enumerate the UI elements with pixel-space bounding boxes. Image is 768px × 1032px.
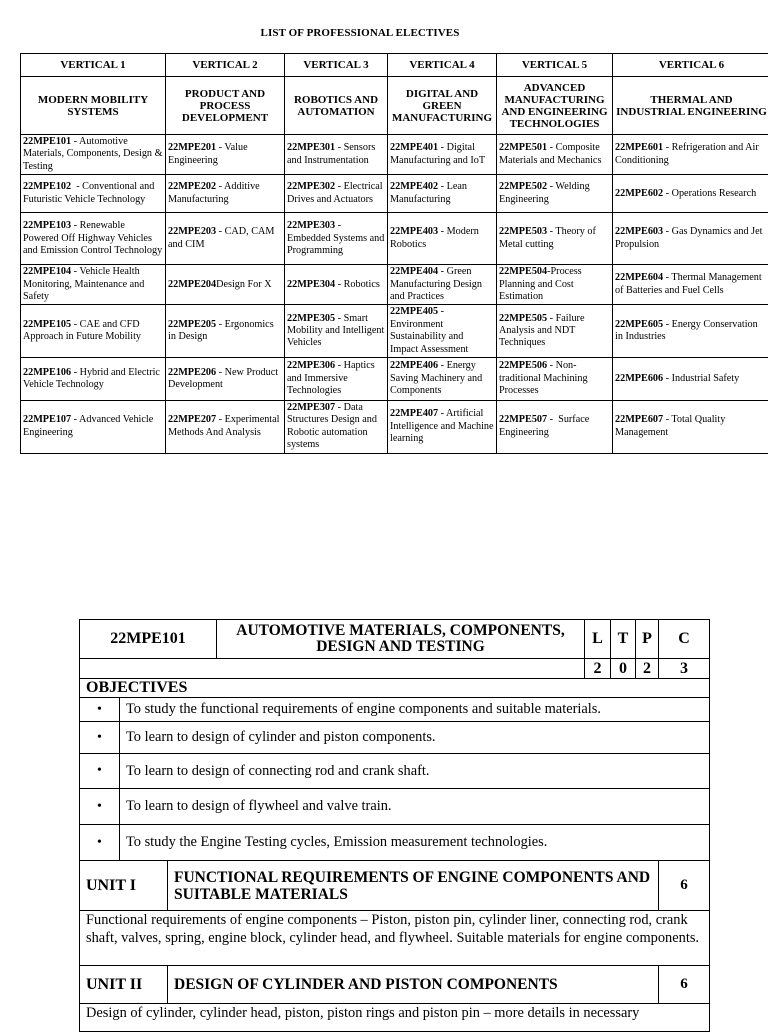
objectives-header-row	[80, 679, 710, 698]
ltpc-label-t: T	[611, 620, 636, 659]
elective-cell	[21, 175, 166, 213]
elective-cell	[285, 135, 388, 175]
vertical-number-row	[21, 54, 768, 77]
course-code: 22MPE602	[615, 188, 663, 199]
course-name: Theory of Metal cutting	[499, 226, 596, 249]
course-code: 22MPE101	[80, 620, 217, 659]
elective-row	[21, 401, 768, 454]
separator: -	[335, 142, 344, 153]
elective-row	[21, 305, 768, 358]
elective-row	[21, 358, 768, 401]
objectives-label: OBJECTIVES	[80, 679, 710, 698]
course-code: 22MPE407	[390, 408, 438, 419]
separator: -	[438, 226, 447, 237]
separator: -	[547, 226, 555, 237]
elective-cell	[497, 175, 613, 213]
separator: -	[216, 226, 225, 237]
elective-cell	[388, 175, 497, 213]
separator: -	[547, 142, 556, 153]
elective-cell	[613, 175, 768, 213]
separator: -	[71, 319, 80, 330]
bullet-icon: •	[80, 722, 120, 754]
elective-cell	[497, 401, 613, 454]
elective-cell	[497, 135, 613, 175]
elective-cell	[285, 305, 388, 358]
course-name: Green Manufacturing Design and Practices	[390, 266, 482, 302]
separator: -	[71, 266, 79, 277]
course-name: Gas Dynamics and Jet Propulsion	[615, 226, 762, 249]
course-code: 22MPE507	[499, 414, 547, 425]
course-name: Vehicle Health Monitoring, Maintenance and Safety	[23, 266, 144, 302]
vertical-name: ROBOTICS AND AUTOMATION	[285, 77, 388, 135]
course-code: 22MPE403	[390, 226, 438, 237]
unit-title: FUNCTIONAL REQUIREMENTS OF ENGINE COMPONENTS AND SUITABLE MATERIALS	[168, 861, 659, 911]
separator: -	[547, 181, 555, 192]
bullet-icon: •	[80, 754, 120, 789]
course-code: 22MPE605	[615, 319, 663, 330]
course-code: 22MPE402	[390, 181, 438, 192]
unit-header-row	[80, 966, 710, 1004]
unit-title: DESIGN OF CYLINDER AND PISTON COMPONENTS	[168, 966, 659, 1004]
elective-cell	[285, 175, 388, 213]
course-name: Design For X	[216, 279, 271, 290]
course-name: Total Quality Management	[615, 414, 725, 437]
course-name: Digital Manufacturing and IoT	[390, 142, 485, 165]
elective-cell	[285, 358, 388, 401]
objective-text: To learn to design of cylinder and piston components.	[120, 722, 710, 754]
elective-cell	[388, 401, 497, 454]
course-code: 22MPE405	[390, 306, 438, 317]
course-code: 22MPE603	[615, 226, 663, 237]
separator: -	[663, 373, 672, 384]
course-code: 22MPE502	[499, 181, 547, 192]
elective-cell	[388, 265, 497, 305]
course-name: Automotive Materials, Components, Design & Testing	[23, 136, 163, 172]
course-code: 22MPE501	[499, 142, 547, 153]
course-name: Failure Analysis and NDT Techniques	[499, 313, 584, 349]
vertical-name: ADVANCED MANUFACTURING AND ENGINEERING TECHNOLOGIES	[497, 77, 613, 135]
ltpc-value-t: 0	[611, 659, 636, 679]
course-name: Robotics	[344, 279, 380, 290]
elective-cell	[166, 305, 285, 358]
separator: -	[663, 319, 672, 330]
course-name: Environment Sustainability and Impact Assessment	[390, 319, 468, 355]
course-code: 22MPE607	[615, 414, 663, 425]
course-code: 22MPE307	[287, 402, 335, 413]
objective-text: To study the functional requirements of engine components and suitable materials.	[120, 698, 710, 722]
course-name: Refrigeration and Air Conditioning	[615, 142, 759, 165]
separator: -	[335, 220, 344, 231]
course-code: 22MPE107	[23, 414, 71, 425]
ltpc-value-l: 2	[585, 659, 611, 679]
course-code: 22MPE102	[23, 181, 71, 192]
course-name: New Product Development	[168, 367, 278, 390]
vertical-name: THERMAL AND INDUSTRIAL ENGINEERING	[613, 77, 768, 135]
elective-cell	[613, 401, 768, 454]
course-name: Smart Mobility and Intelligent Vehicles	[287, 313, 384, 349]
course-name: Operations Research	[672, 188, 757, 199]
elective-cell	[388, 358, 497, 401]
unit-content: Design of cylinder, cylinder head, piston, piston rings and piston pin – more details in necessary	[80, 1004, 710, 1032]
separator: -	[438, 266, 447, 277]
elective-cell	[21, 213, 166, 265]
objective-text: To learn to design of connecting rod and crank shaft.	[120, 754, 710, 789]
separator: -	[438, 408, 446, 419]
course-code: 22MPE205	[168, 319, 216, 330]
course-code: 22MPE101	[23, 136, 71, 147]
course-code: 22MPE301	[287, 142, 335, 153]
course-name: CAD, CAM and CIM	[168, 226, 274, 249]
course-name: Sensors and Instrumentation	[287, 142, 375, 165]
unit-hours: 6	[659, 861, 710, 911]
separator: -	[216, 414, 225, 425]
elective-row	[21, 135, 768, 175]
unit-hours: 6	[659, 966, 710, 1004]
separator: -	[216, 319, 225, 330]
elective-cell	[388, 135, 497, 175]
course-code: 22MPE106	[23, 367, 71, 378]
course-code: 22MPE303	[287, 220, 335, 231]
course-code: 22MPE601	[615, 142, 663, 153]
objective-row	[80, 722, 710, 754]
bullet-icon: •	[80, 789, 120, 825]
unit-header-row	[80, 861, 710, 911]
course-title: AUTOMOTIVE MATERIALS, COMPONENTS, DESIGN AND TESTING	[217, 620, 585, 659]
course-header-row	[80, 620, 710, 659]
elective-cell	[613, 358, 768, 401]
separator: -	[335, 181, 344, 192]
objective-row	[80, 698, 710, 722]
elective-cell	[285, 265, 388, 305]
elective-cell	[166, 401, 285, 454]
elective-rows	[21, 135, 768, 454]
ltpc-label-l: L	[585, 620, 611, 659]
course-name: Data Structures Design and Robotic automation systems	[287, 402, 377, 450]
course-code: 22MPE506	[499, 360, 547, 371]
separator: -	[663, 272, 671, 283]
separator: -	[438, 306, 447, 317]
separator: -	[335, 360, 344, 371]
course-code: 22MPE104	[23, 266, 71, 277]
course-name: Electrical Drives and Actuators	[287, 181, 383, 204]
ltpc-value-p: 2	[636, 659, 659, 679]
ltpc-value-row	[80, 659, 710, 679]
separator: -	[71, 414, 79, 425]
vertical-header: VERTICAL 2	[166, 54, 285, 77]
unit-id: UNIT I	[80, 861, 168, 911]
blank-cell	[80, 659, 585, 679]
elective-cell	[497, 305, 613, 358]
course-name: Composite Materials and Mechanics	[499, 142, 601, 165]
elective-cell	[166, 213, 285, 265]
course-name: Hybrid and Electric Vehicle Technology	[23, 367, 160, 390]
elective-cell	[166, 265, 285, 305]
elective-cell	[497, 265, 613, 305]
elective-cell	[497, 213, 613, 265]
course-name: Experimental Methods And Analysis	[168, 414, 280, 437]
unit-id: UNIT II	[80, 966, 168, 1004]
objective-row	[80, 825, 710, 861]
ltpc-label-c: C	[659, 620, 710, 659]
separator: -	[438, 360, 447, 371]
vertical-header: VERTICAL 6	[613, 54, 768, 77]
electives-table	[20, 53, 768, 454]
elective-cell	[21, 135, 166, 175]
separator: -	[335, 402, 344, 413]
elective-cell	[285, 401, 388, 454]
vertical-name: PRODUCT AND PROCESS DEVELOPMENT	[166, 77, 285, 135]
course-name: Industrial Safety	[672, 373, 740, 384]
elective-cell	[21, 358, 166, 401]
course-name: CAE and CFD Approach in Future Mobility	[23, 319, 141, 342]
elective-cell	[497, 358, 613, 401]
course-name: Welding Engineering	[499, 181, 590, 204]
separator: -	[71, 136, 79, 147]
vertical-name-row	[21, 77, 768, 135]
elective-cell	[21, 305, 166, 358]
course-name: Thermal Management of Batteries and Fuel Cells	[615, 272, 762, 295]
course-code: 22MPE305	[287, 313, 335, 324]
elective-cell	[166, 135, 285, 175]
elective-cell	[388, 305, 497, 358]
vertical-name: DIGITAL AND GREEN MANUFACTURING	[388, 77, 497, 135]
course-name: Artificial Intelligence and Machine learning	[390, 408, 494, 444]
separator: -	[438, 142, 447, 153]
elective-row	[21, 213, 768, 265]
separator: -	[71, 367, 80, 378]
course-name: Renewable Powered Off Highway Vehicles and Emission Control Technology	[23, 220, 162, 256]
elective-cell	[613, 265, 768, 305]
course-name: Ergonomics in Design	[168, 319, 274, 342]
separator: -	[547, 313, 556, 324]
course-code: 22MPE304	[287, 279, 335, 290]
separator: -	[216, 142, 224, 153]
course-code: 22MPE306	[287, 360, 335, 371]
ltpc-label-p: P	[636, 620, 659, 659]
course-code: 22MPE606	[615, 373, 663, 384]
elective-cell	[613, 213, 768, 265]
separator: -	[663, 414, 671, 425]
objective-text: To study the Engine Testing cycles, Emission measurement technologies.	[120, 825, 710, 861]
separator: -	[71, 181, 82, 192]
separator: -	[438, 181, 447, 192]
elective-cell	[21, 265, 166, 305]
unit-content-row	[80, 1004, 710, 1032]
course-code: 22MPE503	[499, 226, 547, 237]
course-name: Non-traditional Machining Processes	[499, 360, 588, 396]
course-name: Energy Conservation in Industries	[615, 319, 758, 342]
vertical-header: VERTICAL 3	[285, 54, 388, 77]
separator: -	[216, 181, 224, 192]
course-code: 22MPE505	[499, 313, 547, 324]
unit-content-row	[80, 911, 710, 966]
separator: -	[547, 266, 550, 277]
elective-cell	[166, 358, 285, 401]
course-name: Modern Robotics	[390, 226, 479, 249]
separator: -	[71, 220, 80, 231]
vertical-header: VERTICAL 5	[497, 54, 613, 77]
course-name: Value Engineering	[168, 142, 248, 165]
course-code: 22MPE105	[23, 319, 71, 330]
course-code: 22MPE204	[168, 279, 216, 290]
course-code: 22MPE404	[390, 266, 438, 277]
elective-cell	[613, 135, 768, 175]
separator: -	[216, 367, 225, 378]
objective-row	[80, 754, 710, 789]
course-name: Haptics and Immersive Technologies	[287, 360, 375, 396]
course-name: Lean Manufacturing	[390, 181, 467, 204]
elective-row	[21, 265, 768, 305]
separator: -	[335, 313, 344, 324]
course-name: Conventional and Futuristic Vehicle Technology	[23, 181, 154, 204]
course-name: Process Planning and Cost Estimation	[499, 266, 582, 302]
objective-row	[80, 789, 710, 825]
course-code: 22MPE207	[168, 414, 216, 425]
unit-content: Functional requirements of engine components – Piston, piston pin, cylinder liner, connecting rod, crank shaft, valves, spring, engine block, cylinder head, and flywheel. Suitable materials for engine components.	[80, 911, 710, 966]
objective-text: To learn to design of flywheel and valve train.	[120, 789, 710, 825]
course-code: 22MPE206	[168, 367, 216, 378]
separator: -	[335, 279, 344, 290]
course-code: 22MPE103	[23, 220, 71, 231]
bullet-icon: •	[80, 698, 120, 722]
separator: -	[663, 142, 672, 153]
course-name: Additive Manufacturing	[168, 181, 260, 204]
separator: -	[547, 414, 558, 425]
course-name: Surface Engineering	[499, 414, 589, 437]
elective-cell	[166, 175, 285, 213]
bullet-icon: •	[80, 825, 120, 861]
course-name: Embedded Systems and Programming	[287, 233, 384, 256]
separator: -	[663, 226, 672, 237]
vertical-header: VERTICAL 1	[21, 54, 166, 77]
elective-cell	[21, 401, 166, 454]
vertical-name: MODERN MOBILITY SYSTEMS	[21, 77, 166, 135]
elective-cell	[388, 213, 497, 265]
vertical-header: VERTICAL 4	[388, 54, 497, 77]
course-code: 22MPE302	[287, 181, 335, 192]
separator: -	[547, 360, 556, 371]
page-title: LIST OF PROFESSIONAL ELECTIVES	[0, 27, 720, 39]
elective-row	[21, 175, 768, 213]
course-name: Energy Saving Machinery and Components	[390, 360, 482, 396]
elective-cell	[613, 305, 768, 358]
course-code: 22MPE201	[168, 142, 216, 153]
course-name: Advanced Vehicle Engineering	[23, 414, 153, 437]
ltpc-value-c: 3	[659, 659, 710, 679]
course-syllabus-table	[79, 619, 710, 1032]
course-code: 22MPE406	[390, 360, 438, 371]
course-code: 22MPE504	[499, 266, 547, 277]
course-code: 22MPE401	[390, 142, 438, 153]
separator: -	[663, 188, 672, 199]
course-code: 22MPE202	[168, 181, 216, 192]
course-code: 22MPE203	[168, 226, 216, 237]
elective-cell	[285, 213, 388, 265]
course-code: 22MPE604	[615, 272, 663, 283]
